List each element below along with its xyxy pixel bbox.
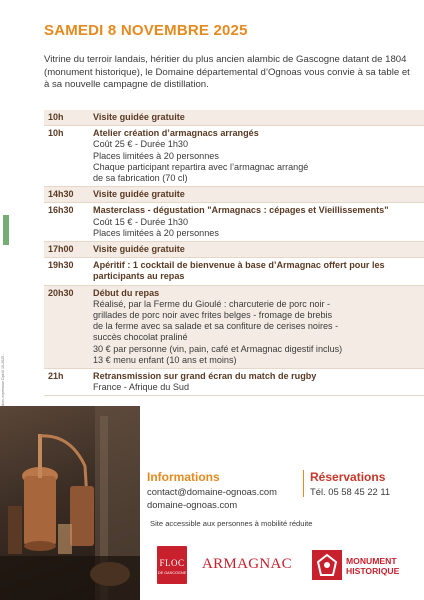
program-detail: France - Afrique du Sud [93, 382, 190, 393]
intro-text: Vitrine du terroir landais, héritier du plus ancien alambic de Gascogne datant de 1804 (monument historique), le Domaine départemental d’Ognoas vous convie à sa table et à sa nouvelle campagne de distillation. [44, 54, 410, 91]
program-title: Début du repas [93, 287, 160, 298]
program-time: 21h [48, 371, 64, 382]
program-row [44, 286, 424, 369]
program-detail: Chaque participant repartira avec l’armagnac arrangé [93, 161, 309, 172]
monument-historique-logo-text [346, 557, 399, 576]
program-detail: de la ferme avec sa salade et sa confiture de cerises noires - [93, 321, 339, 332]
program-detail: de sa fabrication (70 cl) [93, 173, 188, 184]
program-detail: Coût 15 € - Durée 1h30 [93, 216, 189, 227]
program-row [44, 187, 424, 203]
program-time: 14h30 [48, 189, 74, 200]
reservation-phone[interactable]: Tél. 05 58 45 22 11 [310, 486, 391, 497]
information-block [147, 470, 277, 510]
program-title: Masterclass - dégustation "Armagnacs : cépages et Vieillissements" [93, 205, 389, 216]
program-row [44, 258, 424, 285]
program-time: 20h30 [48, 287, 74, 298]
program-detail: Places limitées à 20 personnes [93, 150, 219, 161]
armagnac-logo: ARMAGNAC [202, 556, 292, 572]
program-description [86, 187, 424, 202]
accessibility-note: Site accessible aux personnes à mobilité réduite [150, 519, 313, 528]
program-row [44, 110, 424, 126]
program-description [86, 286, 424, 368]
page-title: SAMEDI 8 NOVEMBRE 2025 [44, 22, 248, 39]
reservation-title: Réservations [310, 470, 386, 484]
program-time: 16h30 [48, 205, 74, 216]
program-detail: 30 € par personne (vin, pain, café et Armagnac digestif inclus) [93, 343, 343, 354]
mh-line-1: MONUMENT [346, 556, 397, 566]
program-title: Visite guidée gratuite [93, 189, 185, 200]
sidebar-logo-icon [3, 215, 9, 245]
program-title: Apéritif : 1 cocktail de bienvenue à base d’Armagnac offert pour les participants au repas [93, 260, 385, 282]
website-link[interactable]: domaine-ognoas.com [147, 499, 238, 510]
program-time: 19h30 [48, 260, 74, 271]
program-title: Visite guidée gratuite [93, 112, 185, 122]
program-title: Visite guidée gratuite [93, 244, 185, 255]
program-table [44, 110, 424, 396]
program-detail: Coût 25 € - Durée 1h30 [93, 139, 189, 150]
program-time: 17h00 [48, 244, 74, 255]
program-description [86, 258, 424, 284]
monument-historique-icon [312, 550, 342, 580]
program-description [86, 110, 424, 125]
mh-line-2: HISTORIQUE [346, 565, 400, 576]
floc-de-gascogne-logo [157, 546, 187, 584]
floc-logo-title: FLOC [159, 558, 185, 568]
program-title: Retransmission sur grand écran du match de rugby [93, 371, 317, 382]
program-row [44, 203, 424, 242]
program-time: 10h [48, 112, 64, 122]
floc-logo-subtitle: DE GASCOGNE [157, 571, 187, 575]
alembic-photo [0, 406, 140, 600]
program-description [86, 242, 424, 257]
contact-email-link[interactable]: contact@domaine-ognoas.com [147, 486, 277, 497]
reservation-block [303, 470, 390, 497]
program-detail: Places limitées à 20 personnes [93, 227, 219, 238]
program-detail: Réalisé, par la Ferme du Gioulé : charcuterie de porc noir - [93, 298, 331, 309]
program-description [86, 369, 424, 395]
program-row [44, 242, 424, 258]
program-title: Atelier création d’armagnacs arrangés [93, 128, 259, 139]
alembic-illustration [0, 406, 140, 600]
program-time: 10h [48, 128, 64, 139]
program-detail: succès chocolat praliné [93, 332, 188, 343]
program-row [44, 126, 424, 187]
program-row [44, 369, 424, 396]
information-title: Informations [147, 470, 220, 484]
program-detail: 13 € menu enfant (10 ans et moins) [93, 354, 237, 365]
program-description [86, 126, 424, 186]
program-description [86, 203, 424, 241]
program-detail: grillades de porc noir avec frites belges - fromage de brebis [93, 310, 333, 321]
